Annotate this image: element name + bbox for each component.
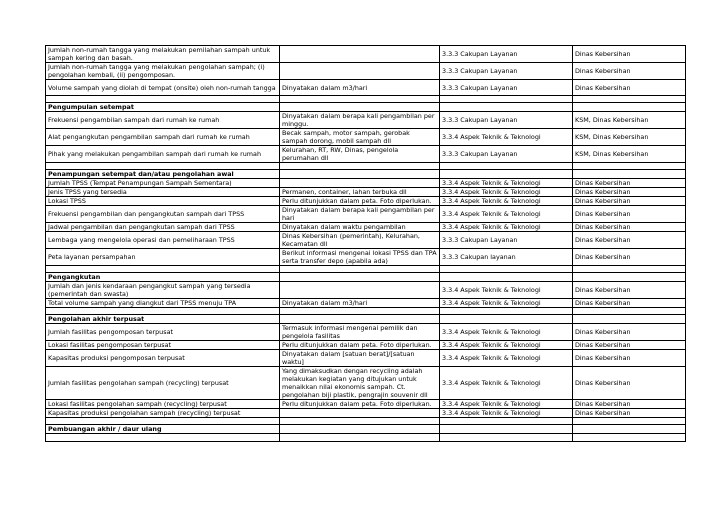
report-section-cell: 3.3.3 Cakupan Layanan	[440, 63, 573, 80]
report-section-cell: 3.3.4 Aspek Teknik & Teknologi	[440, 223, 573, 232]
description-cell	[280, 409, 440, 418]
description-cell: Permanen, container, lahan terbuka dll	[280, 188, 440, 197]
table-row	[46, 223, 686, 232]
source-cell: Dinas Kebersihan	[573, 80, 686, 96]
table-row	[46, 299, 686, 308]
source-cell: Dinas Kebersihan	[573, 299, 686, 308]
report-section-cell: 3.3.4 Aspek Teknik & Teknologi	[440, 206, 573, 223]
spacer-row	[46, 96, 686, 103]
table-row	[46, 249, 686, 266]
description-cell	[280, 179, 440, 188]
spacer-cell	[280, 266, 440, 273]
description-cell: Dinyatakan dalam [satuan berat]/[satuan waktu]	[280, 350, 440, 367]
indicator-cell: Jumlah fasilitas pengolahan sampah (recycling) terpusat	[46, 367, 280, 400]
empty-cell	[280, 273, 440, 282]
table-body	[46, 46, 686, 442]
empty-cell	[280, 425, 440, 434]
source-cell: Dinas Kebersihan	[573, 400, 686, 409]
empty-cell	[440, 103, 573, 112]
indicator-cell: Kapasitas produksi pengolahan sampah (recycling) terpusat	[46, 409, 280, 418]
table-row	[46, 341, 686, 350]
indicator-cell: Peta layanan persampahan	[46, 249, 280, 266]
spacer-row	[46, 163, 686, 170]
description-cell	[280, 282, 440, 299]
section-title: Pengumpulan setempat	[46, 103, 280, 112]
empty-cell	[280, 170, 440, 179]
indicator-cell: Jumlah dan jenis kendaraan pengangkut sampah yang tersedia (pemerintah dan swasta)	[46, 282, 280, 299]
section-title: Pengangkutan	[46, 273, 280, 282]
empty-cell	[440, 425, 573, 434]
source-cell: Dinas Kebersihan	[573, 223, 686, 232]
source-cell: Dinas Kebersihan	[573, 188, 686, 197]
table-row	[46, 324, 686, 341]
source-cell: Dinas Kebersihan	[573, 232, 686, 249]
section-header-row	[46, 170, 686, 179]
spacer-cell	[280, 418, 440, 425]
section-header-row	[46, 103, 686, 112]
spacer-cell	[46, 308, 280, 315]
empty-cell	[440, 170, 573, 179]
description-cell: Dinyatakan dalam berapa kali pengambilan per minggu.	[280, 112, 440, 129]
spacer-cell	[280, 163, 440, 170]
empty-cell	[573, 273, 686, 282]
table-row	[46, 129, 686, 146]
spacer-cell	[440, 163, 573, 170]
spacer-cell	[46, 163, 280, 170]
spacer-row	[46, 308, 686, 315]
indicator-cell: Jadwal pengambilan dan pengangkutan sampah dari TPSS	[46, 223, 280, 232]
source-cell: Dinas Kebersihan	[573, 367, 686, 400]
source-cell: KSM, Dinas Kebersihan	[573, 129, 686, 146]
indicator-cell: Lokasi TPSS	[46, 197, 280, 206]
spacer-cell	[440, 308, 573, 315]
indicator-cell: Total volume sampah yang diangkut dari TPSS menuju TPA	[46, 299, 280, 308]
report-section-cell: 3.3.4 Aspek Teknik & Teknologi	[440, 299, 573, 308]
description-cell	[280, 434, 440, 442]
spacer-cell	[46, 96, 280, 103]
report-section-cell: 3.3.4 Aspek Teknik & Teknologi	[440, 350, 573, 367]
section-title: Penampungan setempat dan/atau pengolahan awal	[46, 170, 280, 179]
source-cell: Dinas Kebersihan	[573, 350, 686, 367]
section-title: Pengolahan akhir terpusat	[46, 315, 280, 324]
empty-cell	[573, 170, 686, 179]
report-section-cell: 3.3.3 Cakupan layanan	[440, 249, 573, 266]
empty-cell	[280, 315, 440, 324]
spacer-cell	[573, 163, 686, 170]
description-cell: Perlu ditunjukkan dalam peta. Foto diperlukan.	[280, 341, 440, 350]
report-section-cell: 3.3.4 Aspek Teknik & Teknologi	[440, 129, 573, 146]
table-row	[46, 188, 686, 197]
table-row	[46, 434, 686, 442]
spacer-cell	[573, 418, 686, 425]
spacer-cell	[46, 266, 280, 273]
source-cell: Dinas Kebersihan	[573, 409, 686, 418]
table-row	[46, 112, 686, 129]
description-cell	[280, 46, 440, 63]
empty-cell	[280, 103, 440, 112]
indicator-cell: Jumlah fasilitas pengomposan terpusat	[46, 324, 280, 341]
report-section-cell: 3.3.4 Aspek Teknik & Teknologi	[440, 282, 573, 299]
spacer-cell	[440, 418, 573, 425]
description-cell: Perlu ditunjukkan dalam peta. Foto diperlukan.	[280, 197, 440, 206]
source-cell: Dinas Kebersihan	[573, 282, 686, 299]
table-row	[46, 400, 686, 409]
spacer-cell	[46, 418, 280, 425]
section-header-row	[46, 425, 686, 434]
data-table	[45, 45, 686, 442]
description-cell: Becak sampah, motor sampah, gerobak sampah dorong, mobil sampah dll	[280, 129, 440, 146]
report-section-cell: 3.3.4 Aspek Teknik & Teknologi	[440, 179, 573, 188]
spacer-cell	[573, 266, 686, 273]
report-section-cell: 3.3.4 Aspek Teknik & Teknologi	[440, 400, 573, 409]
spacer-cell	[280, 96, 440, 103]
indicator-cell: Lembaga yang mengelola operasi dan pemeliharaan TPSS	[46, 232, 280, 249]
table-row	[46, 63, 686, 80]
source-cell: Dinas Kebersihan	[573, 197, 686, 206]
indicator-cell: Volume sampah yang diolah di tempat (onsite) oleh non-rumah tangga	[46, 80, 280, 96]
report-section-cell: 3.3.3 Cakupan Layanan	[440, 46, 573, 63]
spacer-cell	[440, 266, 573, 273]
empty-cell	[573, 315, 686, 324]
table-row	[46, 282, 686, 299]
report-section-cell	[440, 434, 573, 442]
description-cell: Perlu ditunjukkan dalam peta. Foto diperlukan.	[280, 400, 440, 409]
table-row	[46, 80, 686, 96]
table-row	[46, 367, 686, 400]
spacer-cell	[280, 308, 440, 315]
source-cell	[573, 434, 686, 442]
source-cell: Dinas Kebersihan	[573, 324, 686, 341]
table-row	[46, 409, 686, 418]
description-cell: Dinyatakan dalam m3/hari	[280, 80, 440, 96]
spacer-row	[46, 266, 686, 273]
spacer-cell	[573, 308, 686, 315]
indicator-cell: Frekuensi pengambilan sampah dari rumah ke rumah	[46, 112, 280, 129]
section-header-row	[46, 315, 686, 324]
report-section-cell: 3.3.4 Aspek Teknik & Teknologi	[440, 367, 573, 400]
source-cell: Dinas Kebersihan	[573, 179, 686, 188]
empty-cell	[573, 103, 686, 112]
report-section-cell: 3.3.4 Aspek Teknik & Teknologi	[440, 409, 573, 418]
table-row	[46, 350, 686, 367]
description-cell: Berikut informasi mengenai lokasi TPSS dan TPA serta transfer depo (apabila ada)	[280, 249, 440, 266]
indicator-cell	[46, 434, 280, 442]
section-title: Pembuangan akhir / daur ulang	[46, 425, 280, 434]
report-section-cell: 3.3.3 Cakupan Layanan	[440, 80, 573, 96]
indicator-cell: Lokasi fasilitas pengomposan terpusat	[46, 341, 280, 350]
table-row	[46, 146, 686, 163]
table-row	[46, 197, 686, 206]
indicator-cell: Jumlah TPSS (Tempat Penampungan Sampah Sementara)	[46, 179, 280, 188]
table-row	[46, 232, 686, 249]
description-cell: Dinyatakan dalam waktu pengambilan	[280, 223, 440, 232]
spacer-cell	[573, 96, 686, 103]
source-cell: KSM, Dinas Kebersihan	[573, 112, 686, 129]
indicator-cell: Jumlah non-rumah tangga yang melakukan pemilahan sampah untuk sampah kering dan basah.	[46, 46, 280, 63]
source-cell: KSM, Dinas Kebersihan	[573, 146, 686, 163]
indicator-cell: Pihak yang melakukan pengambilan sampah dari rumah ke rumah	[46, 146, 280, 163]
source-cell: Dinas Kebersihan	[573, 249, 686, 266]
indicator-cell: Alat pengangkutan pengambilan sampah dari rumah ke rumah	[46, 129, 280, 146]
indicator-cell: Kapasitas produksi pengomposan terpusat	[46, 350, 280, 367]
source-cell: Dinas Kebersihan	[573, 46, 686, 63]
table-row	[46, 179, 686, 188]
indicator-cell: Lokasi fasilitas pengolahan sampah (recycling) terpusat	[46, 400, 280, 409]
indicator-cell: Frekuensi pengambilan dan pengangkutan sampah dari TPSS	[46, 206, 280, 223]
description-cell: Dinyatakan dalam m3/hari	[280, 299, 440, 308]
indicator-cell: Jumlah non-rumah tangga yang melakukan pengolahan sampah; (i) pengolahan kembali, (ii) pengomposan.	[46, 63, 280, 80]
source-cell: Dinas Kebersihan	[573, 63, 686, 80]
section-header-row	[46, 273, 686, 282]
report-section-cell: 3.3.4 Aspek Teknik & Teknologi	[440, 197, 573, 206]
empty-cell	[440, 273, 573, 282]
source-cell: Dinas Kebersihan	[573, 341, 686, 350]
report-section-cell: 3.3.3 Cakupan Layanan	[440, 112, 573, 129]
table-row	[46, 206, 686, 223]
indicator-cell: Jenis TPSS yang tersedia	[46, 188, 280, 197]
description-cell: Termasuk informasi mengenai pemilik dan pengelola fasilitas	[280, 324, 440, 341]
spacer-row	[46, 418, 686, 425]
description-cell: Kelurahan, RT, RW, Dinas, pengelola perumahan dll	[280, 146, 440, 163]
description-cell: Yang dimaksudkan dengan recycling adalah melakukan kegiatan yang ditujukan untuk menaikkan nilai ekonomis sampah. Ct. pengolahan biji plastik, pengrajin souvenir dll	[280, 367, 440, 400]
description-cell	[280, 63, 440, 80]
description-cell: Dinas Kebersihan (pemerintah), Kelurahan, Kecamatan dll	[280, 232, 440, 249]
report-section-cell: 3.3.4 Aspek Teknik & Teknologi	[440, 341, 573, 350]
empty-cell	[440, 315, 573, 324]
description-cell: Dinyatakan dalam berapa kali pengambilan per hari	[280, 206, 440, 223]
report-section-cell: 3.3.4 Aspek Teknik & Teknologi	[440, 324, 573, 341]
spacer-cell	[440, 96, 573, 103]
report-section-cell: 3.3.3 Cakupan Layanan	[440, 146, 573, 163]
source-cell: Dinas Kebersihan	[573, 206, 686, 223]
report-section-cell: 3.3.4 Aspek Teknik & Teknologi	[440, 188, 573, 197]
report-section-cell: 3.3.3 Cakupan Layanan	[440, 232, 573, 249]
empty-cell	[573, 425, 686, 434]
table-row	[46, 46, 686, 63]
